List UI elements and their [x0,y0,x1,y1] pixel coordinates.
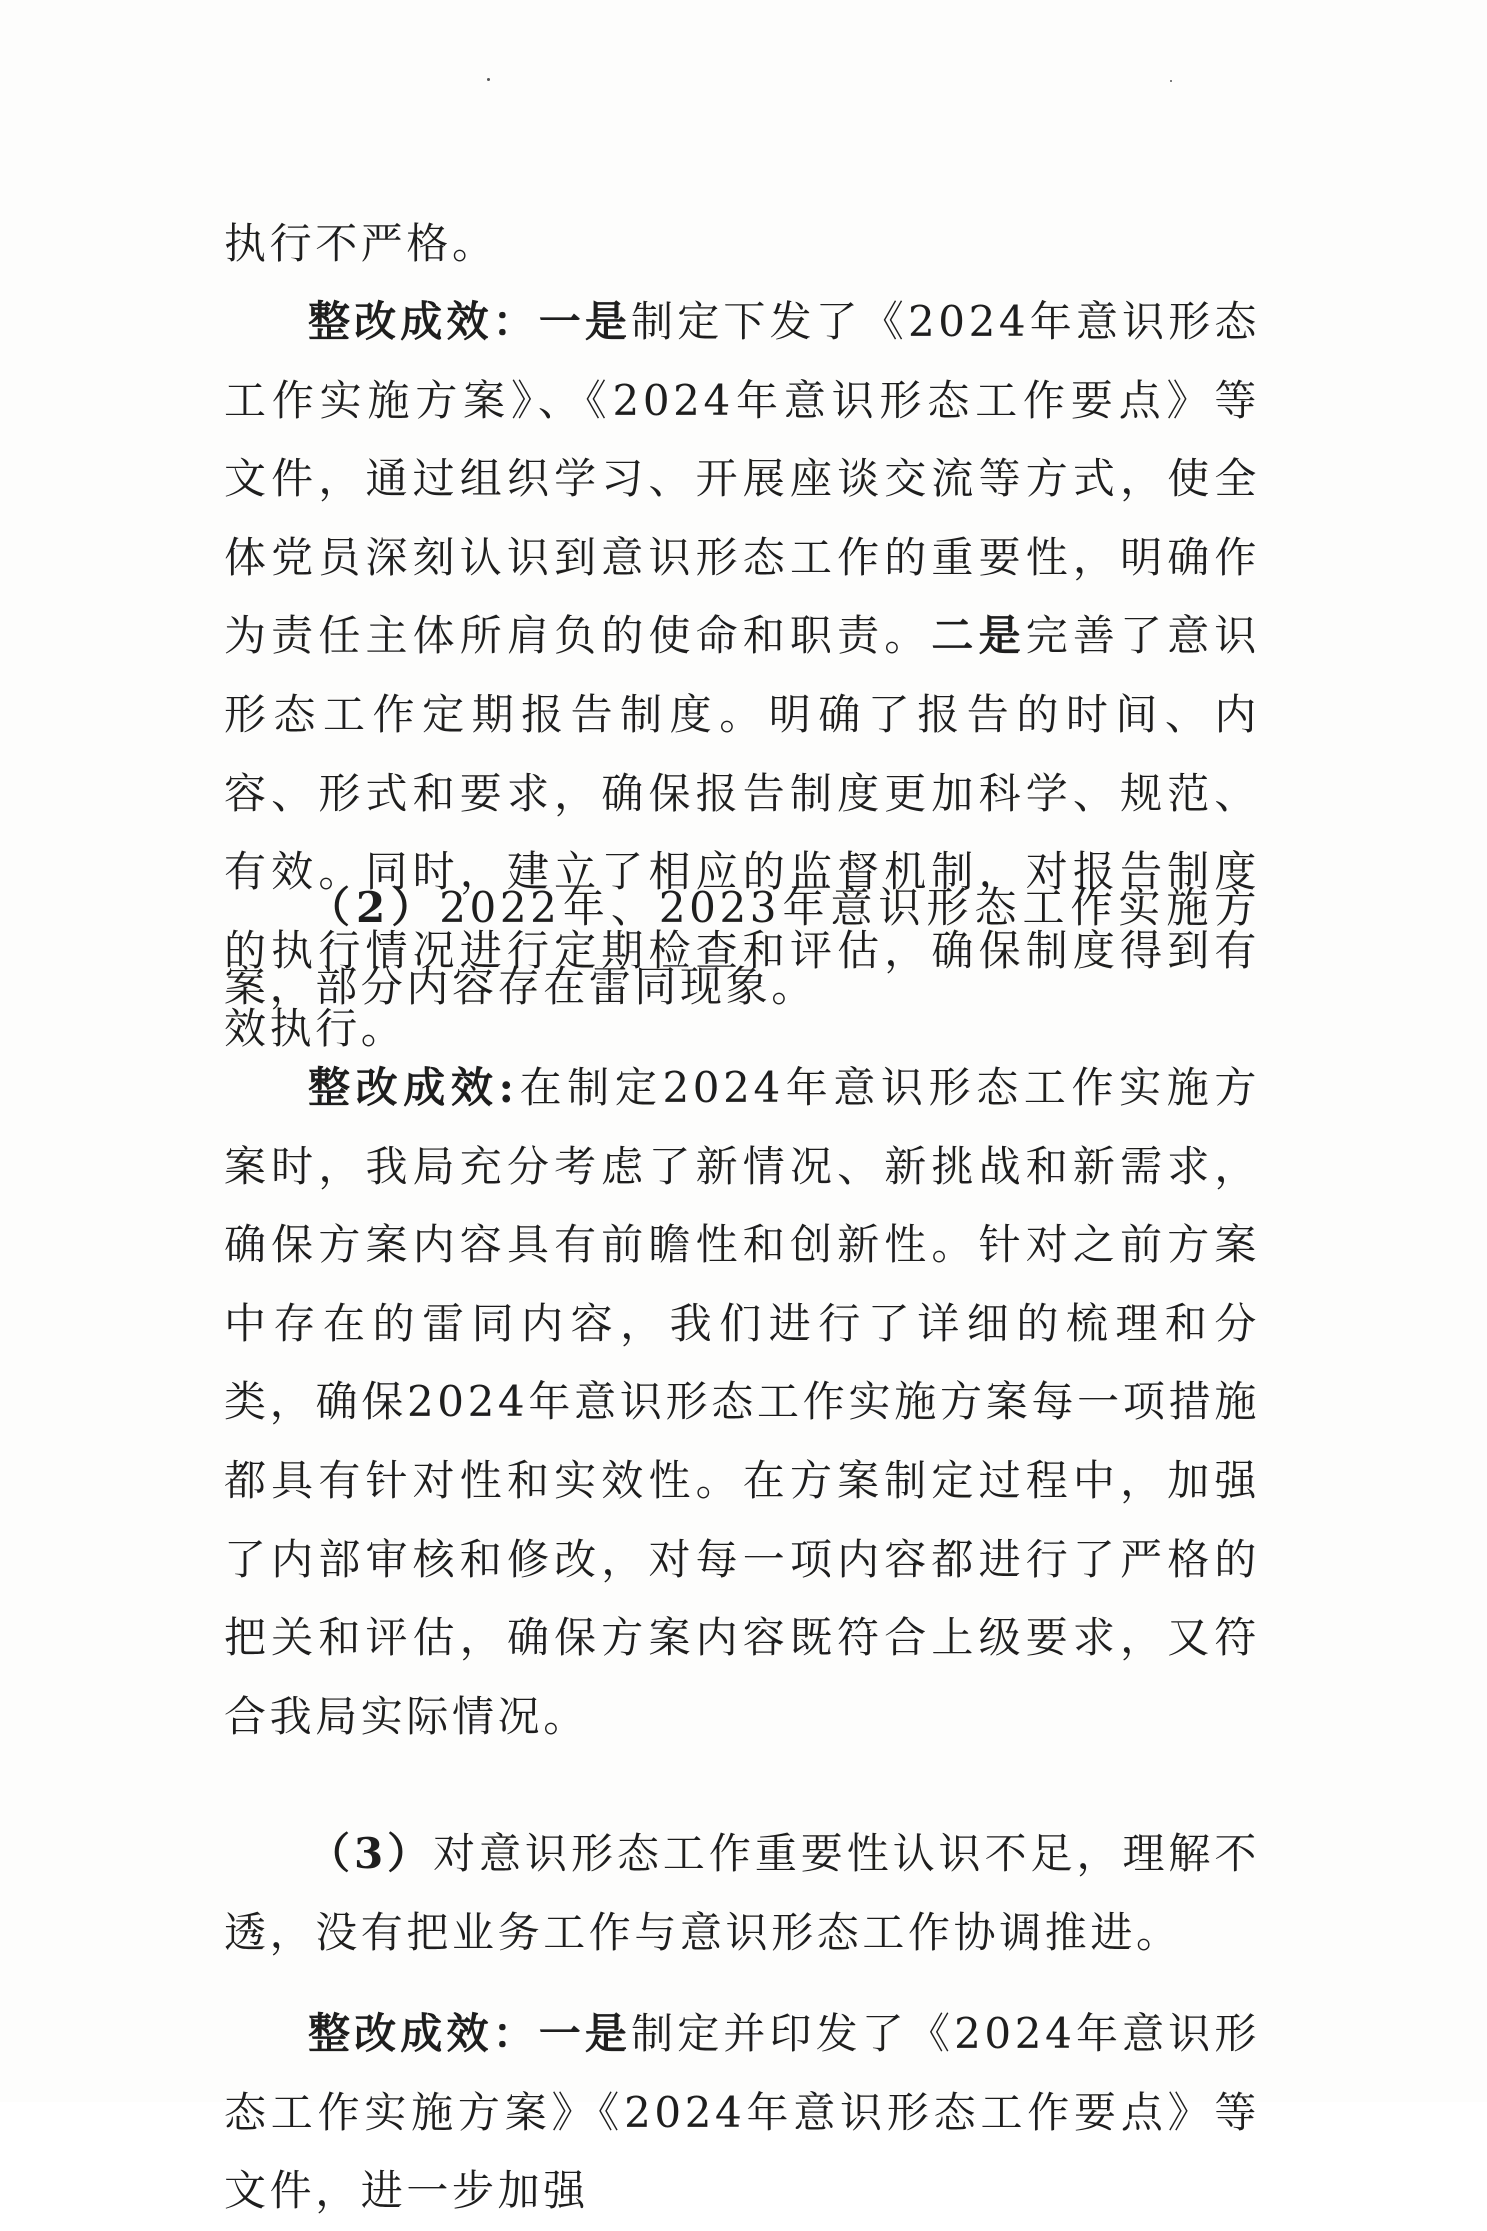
paragraph-text: 完善了意识形态工作定期报告制度。明确了报告的时间、内容、形式和要求，确保报告制度更加科学、规范、有效。同时，建立了相应的监督机制，对报告制度的执行情况进行定期检查和评估，确保制度得到有效执行。 [224,611,1260,1054]
paragraph-rectification-2 [224,1049,1260,1756]
paragraph-text: 2022年、2023年意识形态工作实施方案，部分内容存在雷同现象。 [224,883,1260,1011]
paragraph-text: 制定下发了《2024年意识形态工作实施方案》、《2024年意识形态工作要点》等文件，通过组织学习、开展座谈交流等方式，使全体党员深刻认识到意识形态工作的重要性，明确作为责任主体所肩负的使命和职责。 [224,297,1260,661]
item-marker: 一是 [538,2009,632,2058]
issue-number: （3） [308,1829,434,1878]
item-marker: 二是 [931,611,1026,661]
paragraph-text: 在制定2024年意识形态工作实施方案时，我局充分考虑了新情况、新挑战和新需求，确保方案内容具有前瞻性和创新性。针对之前方案中存在的雷同内容，我们进行了详细的梳理和分类，确保2024年意识形态工作实施方案每一项措施都具有针对性和实效性。在方案制定过程中，加强了内部审核和修改，对每一项内容都进行了严格的把关和评估，确保方案内容既符合上级要求，又符合我局实际情况。 [224,1063,1260,1741]
paragraph-text: 对意识形态工作重要性认识不足，理解不透，没有把业务工作与意识形态工作协调推进。 [224,1829,1260,1957]
paragraph-continuation [224,205,1260,284]
paragraph-text: 制定并印发了《2024年意识形态工作实施方案》《2024年意识形态工作要点》等文件，进一步加强 [224,2009,1260,2216]
paragraph-text: 执行不严格。 [224,219,498,268]
paragraph-lead: 整改成效： [308,2009,539,2058]
issue-number: （2） [308,883,440,932]
paragraph-lead: 整改成效: [308,1063,518,1112]
paragraph-rectification-3 [224,1995,1260,2231]
item-marker: 一是 [538,297,632,346]
scan-speck [487,78,490,81]
scan-speck [1170,80,1172,82]
paragraph-lead: 整改成效： [308,297,539,346]
paragraph-issue-3 [224,1815,1260,1972]
paragraph-issue-2 [224,869,1260,1026]
